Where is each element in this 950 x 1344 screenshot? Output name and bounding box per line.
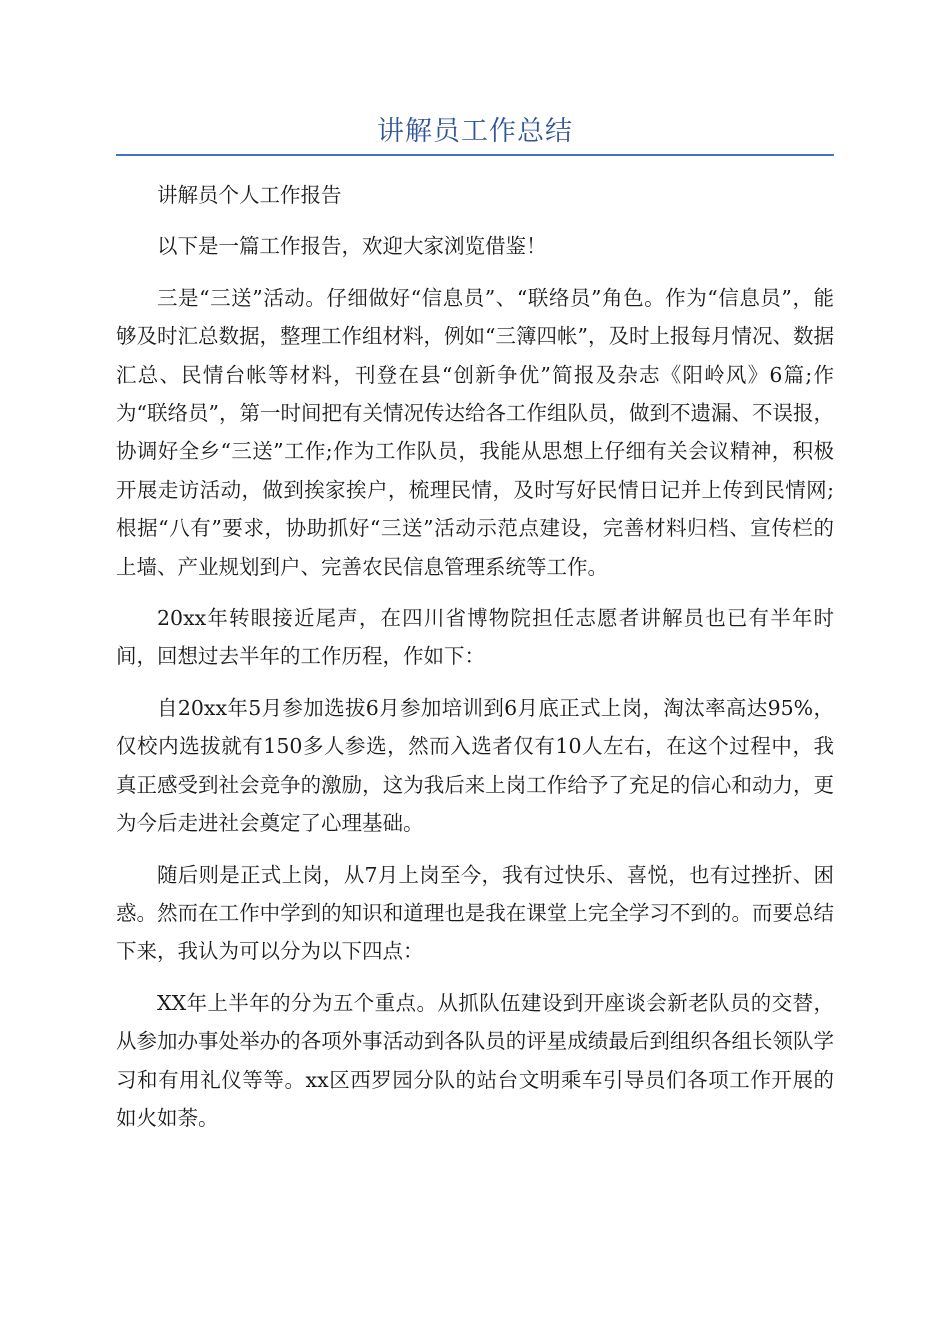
body-paragraph: 三是“三送”活动。仔细做好“信息员”、“联络员”角色。作为“信息员”，能够及时汇总数据，整理工作组材料，例如“三簿四帐”，及时上报每月情况、数据汇总、民情台帐等材料，刊登在县“创新争优”简报及杂志《阳岭风》6篇;作为“联络员”，第一时间把有关情况传达给各工作组队员，做到不遗漏、不误报，协调好全乡“三送”工作;作为工作队员，我能从思想上仔细有关会议精神，积极开展走访活动，做到挨家挨户，梳理民情，及时写好民情日记并上传到民情网;根据“八有”要求，协助抓好“三送”活动示范点建设，完善材料归档、宣传栏的上墙、产业规划到户、完善农民信息管理系统等工作。 (116, 285, 834, 579)
body-paragraph: 20xx年转眼接近尾声，在四川省博物院担任志愿者讲解员也已有半年时间，回想过去半年的工作历程，作如下： (116, 606, 834, 669)
title-underline (116, 154, 834, 156)
body-paragraph: 自20xx年5月参加选拔6月参加培训到6月底正式上岗，淘汰率高达95%，仅校内选拔就有150多人参选，然而入选者仅有10人左右，在这个过程中，我真正感受到社会竞争的激励，这为我后来上岗工作给予了充足的信心和动力，更为今后走进社会奠定了心理基础。 (116, 695, 834, 836)
subtitle-paragraph: 讲解员个人工作报告 (157, 183, 342, 207)
body-paragraph: XX年上半年的分为五个重点。从抓队伍建设到开座谈会新老队员的交替，从参加办事处举办的各项外事活动到各队员的评星成绩最后到组织各组长领队学习和有用礼仪等等。xx区西罗园分队的站台文明乘车引导员们各项工作开展的如火如荼。 (116, 990, 834, 1130)
body-paragraph: 随后则是正式上岗，从7月上岗至今，我有过快乐、喜悦，也有过挫折、困惑。然而在工作中学到的知识和道理也是我在课堂上完全学习不到的。而要总结下来，我认为可以分为以下四点： (116, 862, 834, 964)
intro-paragraph: 以下是一篇工作报告，欢迎大家浏览借鉴！ (157, 234, 547, 259)
document-body (116, 176, 834, 1150)
document-title: 讲解员工作总结 (377, 116, 573, 147)
